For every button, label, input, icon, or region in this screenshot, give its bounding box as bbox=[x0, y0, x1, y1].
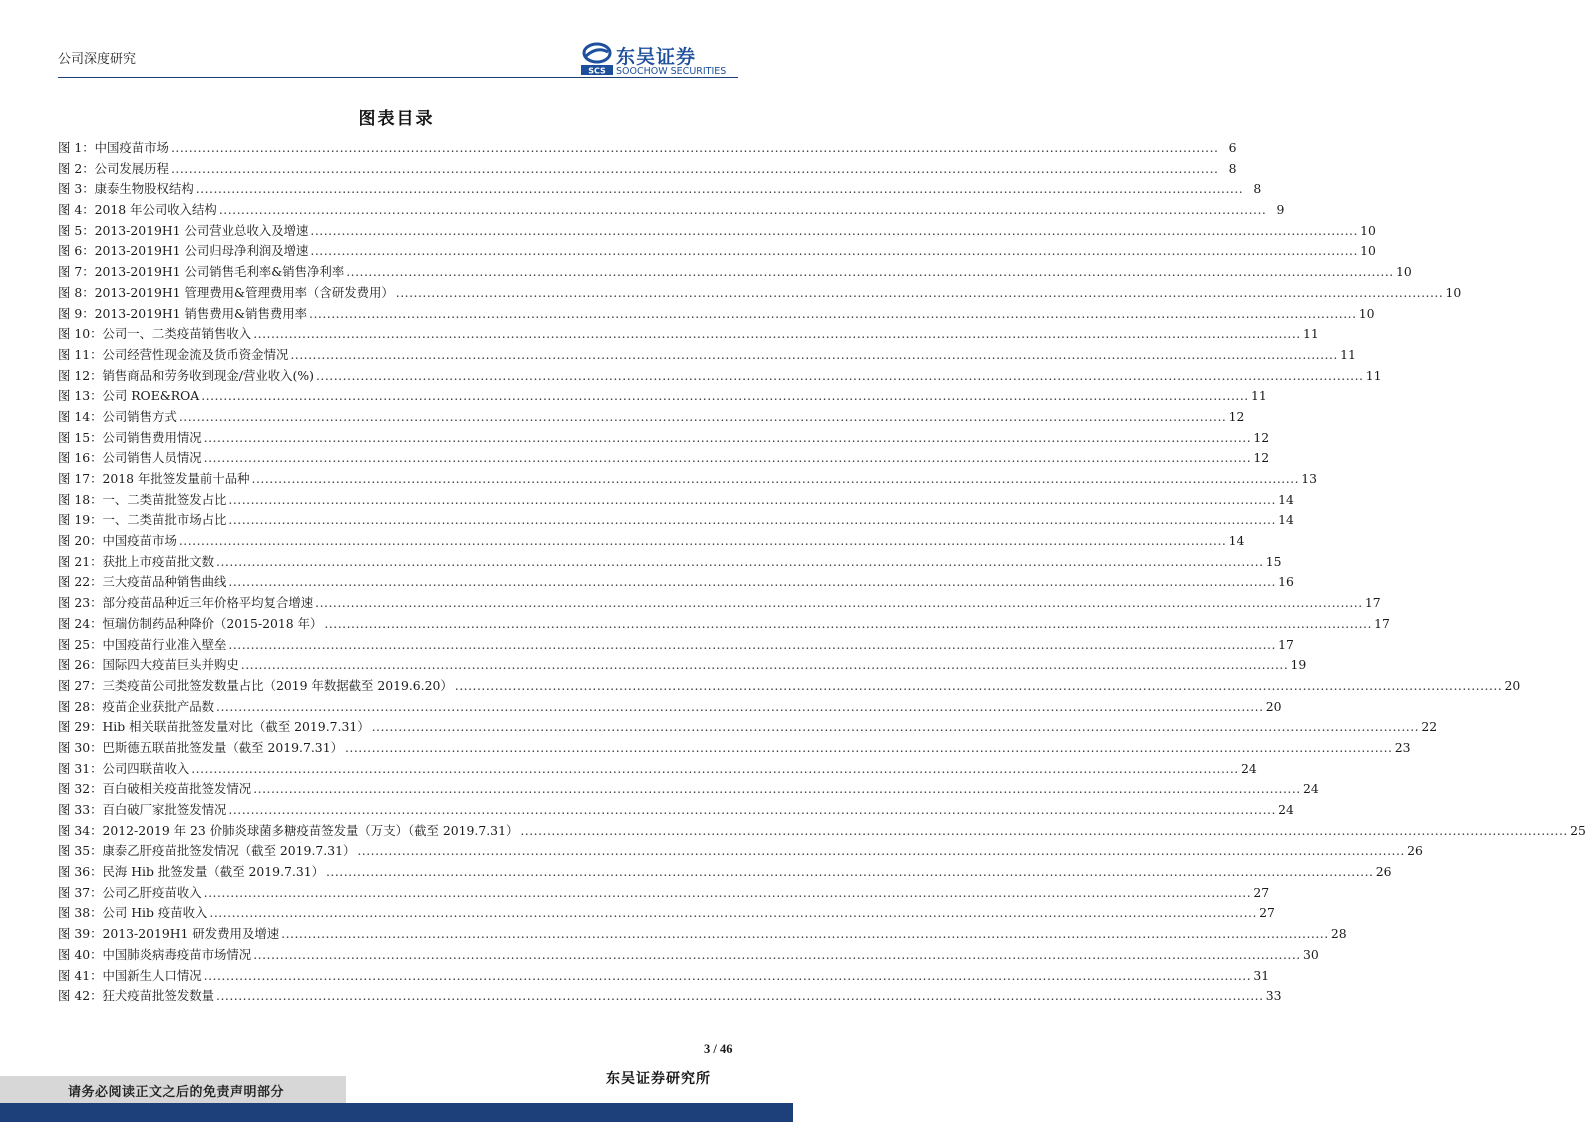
toc-entry-title: 一、二类苗批签发占比 bbox=[102, 491, 227, 507]
toc-entry-page: 22 bbox=[1421, 719, 1438, 735]
toc-entry-page: 6 bbox=[1228, 140, 1237, 155]
toc-entry-title: 国际四大疫苗巨头并购史 bbox=[102, 657, 239, 673]
toc-entry[interactable] bbox=[58, 366, 1382, 387]
toc-title: 图表目录 bbox=[358, 109, 435, 129]
toc-entry-leader bbox=[345, 738, 1393, 759]
toc-entry-number: 图 11： bbox=[58, 346, 103, 362]
toc-entry-page: 11 bbox=[1340, 346, 1356, 362]
toc-entry-page: 8 bbox=[1228, 160, 1237, 176]
toc-entry-page: 15 bbox=[1265, 553, 1282, 569]
toc-entry-title: 2013-2019H1 管理费用&管理费用率（含研发费用） bbox=[94, 284, 394, 300]
toc-entry-number: 图 28： bbox=[58, 698, 103, 714]
toc-entry-leader bbox=[191, 759, 1239, 780]
toc-entry-leader bbox=[281, 924, 1329, 945]
toc-entry-title: 百白破厂家批签发情况 bbox=[102, 802, 227, 817]
toc-entry[interactable] bbox=[58, 428, 1270, 449]
toc-entry-title: 民海 Hib 批签发量（截至 2019.7.31） bbox=[102, 864, 324, 880]
header-divider bbox=[58, 77, 738, 78]
logo-chinese-name: 东吴证券 bbox=[616, 46, 697, 68]
toc-entry-page: 13 bbox=[1301, 471, 1318, 486]
toc-entry-title: Hib 相关联苗批签发量对比（截至 2019.7.31） bbox=[102, 719, 370, 735]
toc-entry-page: 26 bbox=[1375, 864, 1392, 880]
toc-entry-number: 图 38： bbox=[58, 905, 103, 921]
toc-entry-title: 销售商品和劳务收到现金/营业收入(%) bbox=[102, 367, 314, 383]
toc-entry-title: 公司销售方式 bbox=[102, 408, 177, 424]
toc-entry-leader bbox=[228, 510, 1276, 531]
toc-entry[interactable] bbox=[58, 883, 1270, 904]
toc-entry-page: 27 bbox=[1259, 905, 1275, 921]
toc-entry-title: 疫苗企业获批产品数 bbox=[102, 698, 215, 714]
toc-entry-leader bbox=[346, 262, 1394, 283]
toc-entry-title: 康泰乙肝疫苗批签发情况（截至 2019.7.31） bbox=[102, 843, 356, 859]
toc-entry-title: 中国疫苗市场 bbox=[102, 533, 177, 549]
toc-entry-page: 9 bbox=[1276, 202, 1285, 218]
toc-entry-title: 恒瑞仿制药品种降价（2015-2018 年） bbox=[102, 615, 323, 631]
toc-entry-leader bbox=[216, 697, 1264, 718]
toc-entry-leader bbox=[216, 552, 1264, 573]
toc-entry[interactable] bbox=[58, 159, 1237, 180]
toc-entry-leader bbox=[396, 283, 1444, 304]
toc-entry-number: 图 14： bbox=[58, 408, 103, 424]
toc-entry-leader bbox=[310, 241, 1358, 262]
toc-entry-leader bbox=[455, 676, 1503, 697]
toc-entry-leader bbox=[171, 159, 1219, 180]
toc-entry-number: 图 41： bbox=[58, 967, 103, 983]
toc-entry-leader bbox=[204, 883, 1252, 904]
toc-entry-number: 图 7： bbox=[58, 264, 95, 280]
footer-organization: 东吴证券研究所 bbox=[606, 1071, 711, 1087]
toc-entry-page: 10 bbox=[1445, 284, 1462, 300]
toc-entry[interactable] bbox=[58, 697, 1282, 718]
toc-entry-title: 公司销售人员情况 bbox=[102, 450, 202, 466]
toc-entry-leader bbox=[228, 572, 1276, 593]
toc-entry-number: 图 26： bbox=[58, 657, 103, 673]
toc-entry-page: 17 bbox=[1278, 636, 1294, 652]
toc-entry-number: 图 19： bbox=[58, 512, 103, 528]
toc-entry-number: 图 39： bbox=[58, 926, 103, 942]
toc-entry-leader bbox=[357, 841, 1405, 862]
toc-entry-title: 部分疫苗品种近三年价格平均复合增速 bbox=[102, 595, 314, 611]
toc-entry[interactable] bbox=[58, 179, 1262, 200]
toc-entry-page: 19 bbox=[1290, 657, 1307, 673]
section-label: 公司深度研究 bbox=[58, 52, 137, 67]
toc-entry-leader bbox=[326, 862, 1374, 883]
toc-entry-number: 图 3： bbox=[58, 181, 95, 197]
toc-entry-number: 图 30： bbox=[58, 739, 103, 755]
toc-entry-leader bbox=[520, 821, 1568, 842]
toc-entry-leader bbox=[309, 304, 1357, 325]
toc-entry[interactable] bbox=[58, 448, 1270, 469]
toc-entry-leader bbox=[179, 407, 1227, 428]
toc-entry-leader bbox=[204, 966, 1252, 987]
toc-entry-title: 中国疫苗市场 bbox=[94, 140, 169, 155]
toc-entry-leader bbox=[315, 593, 1363, 614]
toc-entry[interactable] bbox=[58, 614, 1390, 635]
toc-entry[interactable] bbox=[58, 552, 1282, 573]
toc-entry[interactable] bbox=[58, 572, 1294, 593]
toc-entry-page: 17 bbox=[1374, 615, 1390, 631]
toc-entry-leader bbox=[252, 469, 1300, 490]
toc-entry-leader bbox=[209, 903, 1257, 924]
toc-entry-leader bbox=[179, 531, 1227, 552]
toc-entry-page: 12 bbox=[1228, 408, 1245, 424]
toc-entry-page: 24 bbox=[1240, 760, 1257, 776]
toc-entry-title: 2013-2019H1 公司营业总收入及增速 bbox=[94, 222, 309, 238]
toc-entry-number: 图 27： bbox=[58, 677, 103, 693]
toc-entry[interactable] bbox=[58, 841, 1423, 862]
toc-entry[interactable] bbox=[58, 759, 1257, 780]
toc-entry-title: 公司 ROE&ROA bbox=[102, 388, 200, 404]
toc-entry[interactable] bbox=[58, 345, 1356, 366]
toc-entry-leader bbox=[204, 428, 1252, 449]
toc-entry-number: 图 21： bbox=[58, 553, 103, 569]
toc-entry-page: 14 bbox=[1228, 533, 1245, 549]
toc-entry-number: 图 1： bbox=[58, 140, 95, 155]
toc-entry-number: 图 31： bbox=[58, 760, 103, 776]
toc-entry-page: 28 bbox=[1330, 926, 1347, 942]
toc-entry-title: 百白破相关疫苗批签发情况 bbox=[102, 781, 252, 797]
toc-entry[interactable] bbox=[58, 221, 1376, 242]
toc-entry[interactable] bbox=[58, 779, 1319, 800]
toc-entry-number: 图 15： bbox=[58, 429, 103, 445]
toc-entry[interactable] bbox=[58, 717, 1438, 738]
toc-entry-title: 中国肺炎病毒疫苗市场情况 bbox=[102, 946, 252, 962]
toc-entry-number: 图 10： bbox=[58, 326, 103, 342]
toc-entry[interactable] bbox=[58, 593, 1381, 614]
toc-entry-page: 33 bbox=[1265, 988, 1282, 1004]
toc-entry-number: 图 6： bbox=[58, 243, 95, 259]
toc-entry-page: 17 bbox=[1364, 595, 1381, 611]
toc-entry-number: 图 29： bbox=[58, 719, 103, 735]
toc-entry-number: 图 24： bbox=[58, 615, 103, 631]
toc-entry-leader bbox=[310, 221, 1358, 242]
toc-entry[interactable] bbox=[58, 903, 1275, 924]
toc-entry-leader bbox=[253, 324, 1301, 345]
toc-entry-number: 图 20： bbox=[58, 533, 103, 549]
toc-entry-title: 2013-2019H1 销售费用&销售费用率 bbox=[94, 305, 308, 321]
toc-entry-page: 12 bbox=[1253, 429, 1270, 445]
toc-entry[interactable] bbox=[58, 283, 1462, 304]
toc-entry[interactable] bbox=[58, 738, 1411, 759]
toc-entry[interactable] bbox=[58, 986, 1282, 1007]
toc-entry-leader bbox=[204, 448, 1252, 469]
toc-entry-title: 2013-2019H1 公司归母净利润及增速 bbox=[94, 243, 309, 259]
toc-entry-leader bbox=[201, 386, 1249, 407]
toc-entry-number: 图 5： bbox=[58, 222, 95, 238]
toc-entry-title: 一、二类苗批市场占比 bbox=[102, 512, 227, 528]
toc-entry-number: 图 32： bbox=[58, 781, 103, 797]
toc-entry-leader bbox=[241, 655, 1289, 676]
toc-entry-page: 16 bbox=[1278, 574, 1294, 590]
toc-entry-page: 23 bbox=[1394, 739, 1411, 755]
toc-entry-number: 图 18： bbox=[58, 491, 103, 507]
page-indicator: 3 / 46 bbox=[704, 1042, 733, 1056]
toc-entry-title: 公司一、二类疫苗销售收入 bbox=[102, 326, 252, 342]
toc-entry[interactable] bbox=[58, 510, 1294, 531]
toc-entry-title: 公司销售费用情况 bbox=[102, 429, 202, 445]
toc-entry-leader bbox=[228, 635, 1276, 656]
toc-entry-number: 图 13： bbox=[58, 388, 103, 404]
toc-entry[interactable] bbox=[58, 138, 1237, 159]
footer-disclaimer: 请务必阅读正文之后的免责声明部分 bbox=[68, 1085, 285, 1100]
toc-entry-leader bbox=[228, 490, 1276, 511]
toc-entry-number: 图 4： bbox=[58, 202, 95, 218]
toc-entry-title: 巴斯德五联苗批签发量（截至 2019.7.31） bbox=[102, 739, 343, 755]
toc-entry-page: 20 bbox=[1265, 698, 1282, 714]
logo-mark-icon bbox=[580, 42, 614, 76]
toc-entry[interactable] bbox=[58, 241, 1376, 262]
toc-entry-title: 公司 Hib 疫苗收入 bbox=[102, 905, 208, 921]
toc-entry-page: 10 bbox=[1358, 305, 1375, 321]
toc-entry-leader bbox=[216, 986, 1264, 1007]
toc-entry-number: 图 17： bbox=[58, 471, 103, 486]
toc-entry[interactable] bbox=[58, 469, 1318, 490]
toc-entry-page: 8 bbox=[1253, 181, 1262, 197]
toc-entry-title: 公司乙肝疫苗收入 bbox=[102, 884, 202, 900]
toc-entry[interactable] bbox=[58, 966, 1270, 987]
toc-entry-leader bbox=[372, 717, 1420, 738]
toc-entry-number: 图 12： bbox=[58, 367, 103, 383]
toc-entry-leader bbox=[253, 779, 1301, 800]
logo-english-name: SOOCHOW SECURITIES bbox=[616, 66, 727, 77]
toc-entry-number: 图 8： bbox=[58, 284, 95, 300]
toc-entry-title: 2018 年批签发量前十品种 bbox=[102, 471, 250, 486]
toc-entry[interactable] bbox=[58, 635, 1294, 656]
toc-entry-title: 2012-2019 年 23 价肺炎球菌多糖疫苗签发量（万支）（截至 2019.7.31） bbox=[102, 822, 519, 838]
toc-entry-leader bbox=[196, 179, 1244, 200]
toc-entry-number: 图 36： bbox=[58, 864, 103, 880]
toc-entry-number: 图 34： bbox=[58, 822, 103, 838]
toc-entry[interactable] bbox=[58, 800, 1294, 821]
toc-entry-title: 公司发展历程 bbox=[94, 160, 169, 176]
toc-entry-number: 图 23： bbox=[58, 595, 103, 611]
toc-entry-title: 中国疫苗行业准入壁垒 bbox=[102, 636, 227, 652]
toc-entry[interactable] bbox=[58, 386, 1267, 407]
toc-entry[interactable] bbox=[58, 676, 1521, 697]
toc-entry-title: 2018 年公司收入结构 bbox=[94, 202, 217, 218]
toc-entry-leader bbox=[219, 200, 1267, 221]
toc-entry-number: 图 25： bbox=[58, 636, 103, 652]
toc-entry-page: 20 bbox=[1504, 677, 1521, 693]
toc-entry[interactable] bbox=[58, 324, 1319, 345]
toc-entry-page: 11 bbox=[1302, 326, 1319, 342]
toc-entry-number: 图 16： bbox=[58, 450, 103, 466]
toc-entry-page: 11 bbox=[1250, 388, 1267, 404]
toc-entry-number: 图 42： bbox=[58, 988, 103, 1004]
toc-entry[interactable] bbox=[58, 821, 1586, 842]
toc-entry[interactable] bbox=[58, 407, 1245, 428]
toc-entry-page: 12 bbox=[1253, 450, 1270, 466]
toc-entry-page: 10 bbox=[1360, 243, 1376, 259]
toc-entry-leader bbox=[253, 945, 1301, 966]
toc-entry-number: 图 9： bbox=[58, 305, 95, 321]
toc-entry-title: 康泰生物股权结构 bbox=[94, 181, 194, 197]
toc-entry-page: 24 bbox=[1302, 781, 1319, 797]
toc-entry-leader bbox=[316, 366, 1364, 387]
toc-entry-title: 2013-2019H1 研发费用及增速 bbox=[102, 926, 280, 942]
toc-entry[interactable] bbox=[58, 655, 1307, 676]
toc-entry-number: 图 37： bbox=[58, 884, 103, 900]
toc-entry-title: 中国新生人口情况 bbox=[102, 967, 202, 983]
toc-entry[interactable] bbox=[58, 262, 1412, 283]
toc-entry-page: 10 bbox=[1360, 222, 1376, 238]
toc-entry-page: 11 bbox=[1365, 367, 1382, 383]
toc-entry-page: 10 bbox=[1395, 264, 1412, 280]
toc-entry-title: 三大疫苗品种销售曲线 bbox=[102, 574, 227, 590]
toc-entry-number: 图 33： bbox=[58, 802, 103, 817]
toc-entry-page: 30 bbox=[1302, 946, 1319, 962]
company-logo bbox=[580, 42, 740, 76]
toc-entry-leader bbox=[228, 800, 1276, 821]
toc-entry-leader bbox=[171, 138, 1219, 159]
toc-entry-page: 26 bbox=[1407, 843, 1423, 859]
logo-mark-text: SCS bbox=[588, 66, 606, 76]
toc-entry-page: 31 bbox=[1253, 967, 1270, 983]
toc-entry-number: 图 40： bbox=[58, 946, 103, 962]
toc-entry-title: 获批上市疫苗批文数 bbox=[102, 553, 215, 569]
toc-entry-title: 公司经营性现金流及货币资金情况 bbox=[102, 346, 289, 362]
toc-entry-page: 14 bbox=[1278, 491, 1294, 507]
footer-bar bbox=[0, 1103, 793, 1122]
toc-entry-title: 三类疫苗公司批签发数量占比（2019 年数据截至 2019.6.20） bbox=[102, 677, 453, 693]
toc-entry-leader bbox=[324, 614, 1372, 635]
toc-entry-page: 25 bbox=[1570, 822, 1586, 838]
toc-entry-page: 24 bbox=[1278, 802, 1294, 817]
toc-entry-title: 2013-2019H1 公司销售毛利率&销售净利率 bbox=[94, 264, 345, 280]
toc-entry-title: 狂犬疫苗批签发数量 bbox=[102, 988, 215, 1004]
toc-entry-page: 27 bbox=[1253, 884, 1270, 900]
toc-entry-leader bbox=[290, 345, 1338, 366]
toc-entry-number: 图 35： bbox=[58, 843, 103, 859]
toc-entry[interactable] bbox=[58, 924, 1347, 945]
toc-entry-number: 图 22： bbox=[58, 574, 103, 590]
toc-entry[interactable] bbox=[58, 862, 1392, 883]
toc-entry-title: 公司四联苗收入 bbox=[102, 760, 190, 776]
toc-entry[interactable] bbox=[58, 200, 1285, 221]
toc-entry-number: 图 2： bbox=[58, 160, 95, 176]
toc-entry[interactable] bbox=[58, 531, 1245, 552]
toc-entry[interactable] bbox=[58, 304, 1375, 325]
toc-entry-page: 14 bbox=[1278, 512, 1294, 528]
toc-entry[interactable] bbox=[58, 945, 1319, 966]
toc-list bbox=[58, 138, 1586, 1007]
toc-entry[interactable] bbox=[58, 490, 1294, 511]
